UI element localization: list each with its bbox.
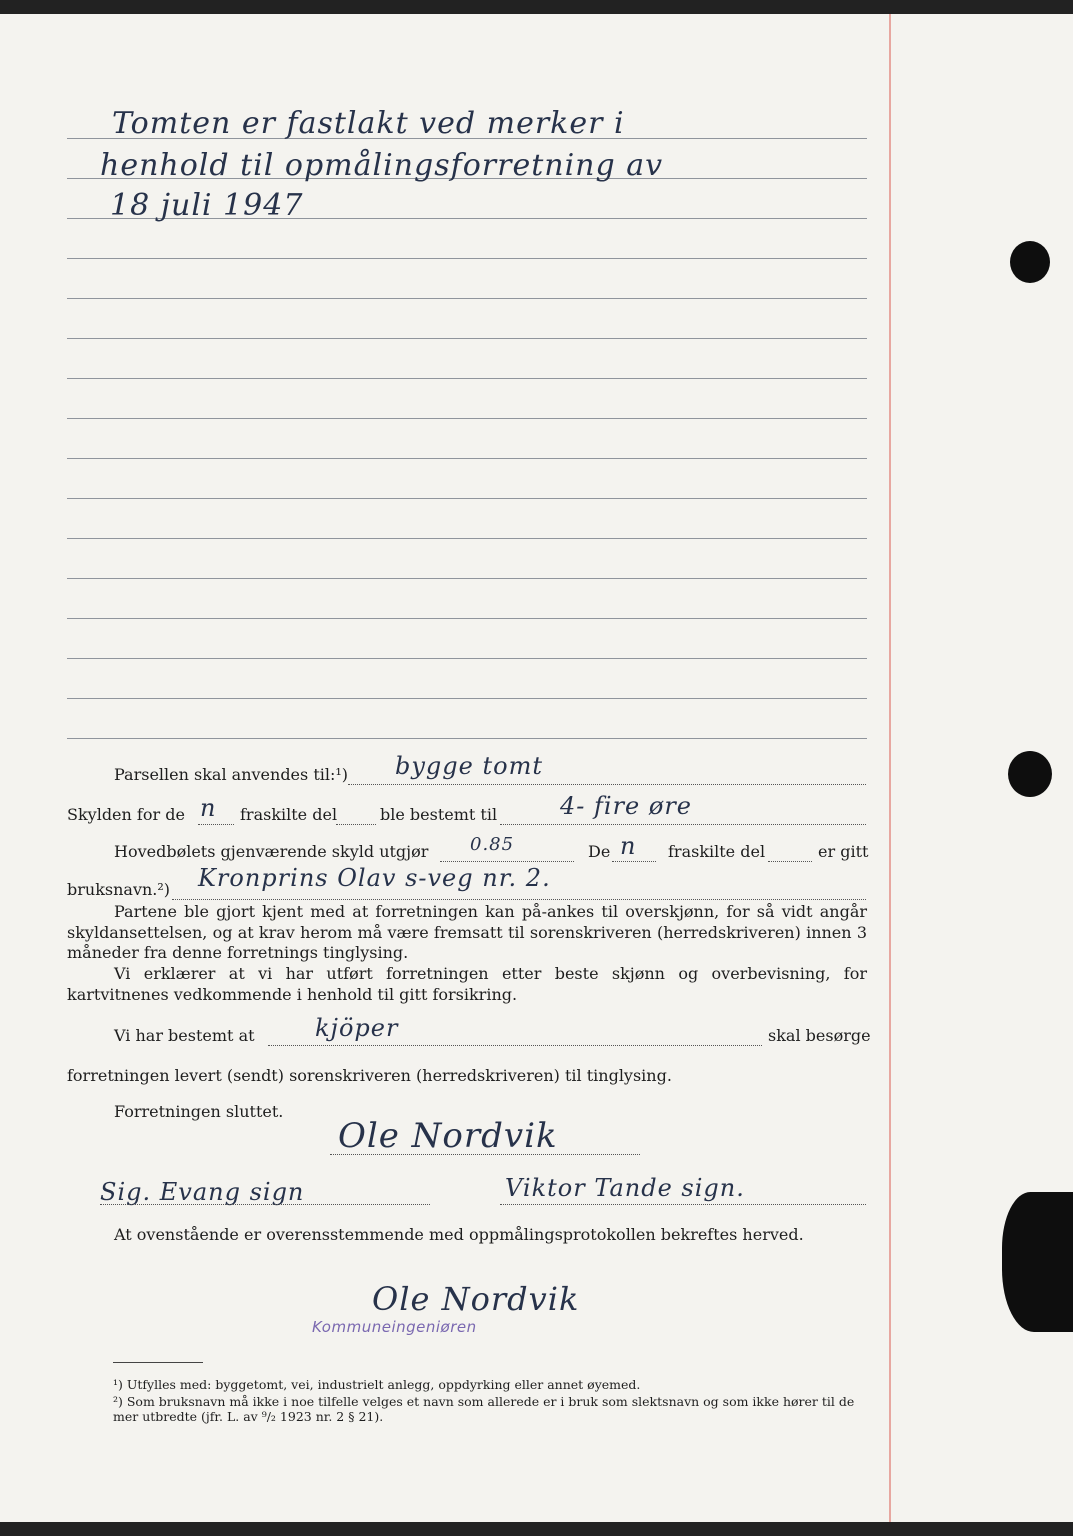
de-word-line xyxy=(612,861,656,862)
ruled-line xyxy=(67,618,867,619)
besorge-line xyxy=(268,1045,762,1046)
ruled-line xyxy=(67,498,867,499)
handwritten-line-1: Tomten er fastlakt ved merker i xyxy=(112,106,625,141)
ruled-line xyxy=(67,698,867,699)
besorge-value: kjöper xyxy=(315,1014,399,1042)
skyld-label-a: Skylden for de xyxy=(67,805,185,824)
ruled-line xyxy=(67,378,867,379)
punch-hole xyxy=(1010,241,1050,283)
footnote-1: ¹) Utfylles med: byggetomt, vei, industrielt anlegg, oppdyrking eller annet øyemed. xyxy=(113,1377,641,1392)
sluttet-label: Forretningen sluttet. xyxy=(114,1102,284,1121)
ruled-line xyxy=(67,658,867,659)
scan-bottom-edge xyxy=(0,1522,1073,1536)
ruled-line xyxy=(67,418,867,419)
punch-hole-torn xyxy=(1002,1192,1073,1332)
hoved-label-c: fraskilte del xyxy=(668,842,766,861)
levert-label: forretningen levert (sendt) sorenskriveren (herredskriveren) til tinglysing. xyxy=(67,1066,672,1085)
ruled-line xyxy=(67,338,867,339)
footnote-rule xyxy=(113,1362,203,1363)
footnote-2: ²) Som bruksnavn må ikke i noe tilfelle velges et navn som allerede er i bruk som slektsnavn og som ikke hører til de mer utbredte (jfr. L. av ⁹/₂ 1923 nr. 2 § 21). xyxy=(113,1394,855,1424)
margin-line xyxy=(889,14,891,1522)
ruled-line xyxy=(67,738,867,739)
declaration-paragraph: Vi erklærer at vi har utført forretningen etter beste skjønn og overbevisning, for kartvitnenes vedkommende i henhold til gitt forsikring. xyxy=(67,964,867,1004)
kommuneingenior-stamp: Kommuneingeniøren xyxy=(312,1318,477,1336)
ruled-line xyxy=(67,578,867,579)
signature-right: Viktor Tande sign. xyxy=(505,1174,745,1202)
ruled-line xyxy=(67,258,867,259)
anvendes-label: Parsellen skal anvendes til:¹) xyxy=(114,765,349,784)
scan-top-edge xyxy=(0,0,1073,14)
signature-right-line xyxy=(500,1204,866,1205)
punch-hole xyxy=(1008,751,1052,797)
anvendes-field-line xyxy=(348,784,866,785)
gjenvaerende-value: 0.85 xyxy=(470,834,515,855)
skyld-value: 4- fire øre xyxy=(560,792,692,820)
hoved-label-a: Hovedbølets gjenværende skyld utgjør xyxy=(114,842,429,861)
de-word: n xyxy=(620,832,637,860)
bruksnavn-label: bruksnavn.²) xyxy=(67,880,171,899)
anvendes-value: bygge tomt xyxy=(395,752,543,780)
handwritten-line-2: henhold til opmålingsforretning av xyxy=(100,148,664,183)
ruled-line xyxy=(67,298,867,299)
signature-left: Sig. Evang sign xyxy=(100,1178,305,1206)
ruled-line xyxy=(67,458,867,459)
skyld-label-c: ble bestemt til xyxy=(380,805,498,824)
hoved-label-b: De xyxy=(588,842,611,861)
skyld-word-line xyxy=(198,824,234,825)
de-part-line xyxy=(768,861,812,862)
bestemt-label: Vi har bestemt at xyxy=(114,1026,255,1045)
ruled-line xyxy=(67,538,867,539)
gjenvaerende-line xyxy=(440,861,574,862)
hoved-label-d: er gitt xyxy=(818,842,869,861)
document-page xyxy=(0,14,1073,1522)
signature-bottom: Ole Nordvik xyxy=(372,1280,580,1318)
skyld-part-line xyxy=(336,824,376,825)
bruksnavn-value: Kronprins Olav s-veg nr. 2. xyxy=(198,864,551,892)
skyld-word: n xyxy=(200,794,217,822)
appeal-paragraph: Partene ble gjort kjent med at forretningen kan på-ankes til overskjønn, for så vidt angår skyldansettelsen, og at krav herom må være fremsatt til sorenskriveren (herredskriveren) innen 3 måneder fra denne forretnings tinglysing. xyxy=(67,902,867,962)
handwritten-line-3: 18 juli 1947 xyxy=(110,188,304,223)
bruksnavn-line xyxy=(172,899,866,900)
signature-main-line xyxy=(330,1154,640,1155)
signature-main: Ole Nordvik xyxy=(338,1116,558,1156)
skyld-label-b: fraskilte del xyxy=(240,805,338,824)
signature-left-line xyxy=(100,1204,430,1205)
bekreftes-label: At ovenstående er overensstemmende med oppmålingsprotokollen bekreftes herved. xyxy=(114,1225,804,1244)
skyld-value-line xyxy=(500,824,866,825)
besorge-label: skal besørge xyxy=(768,1026,871,1045)
